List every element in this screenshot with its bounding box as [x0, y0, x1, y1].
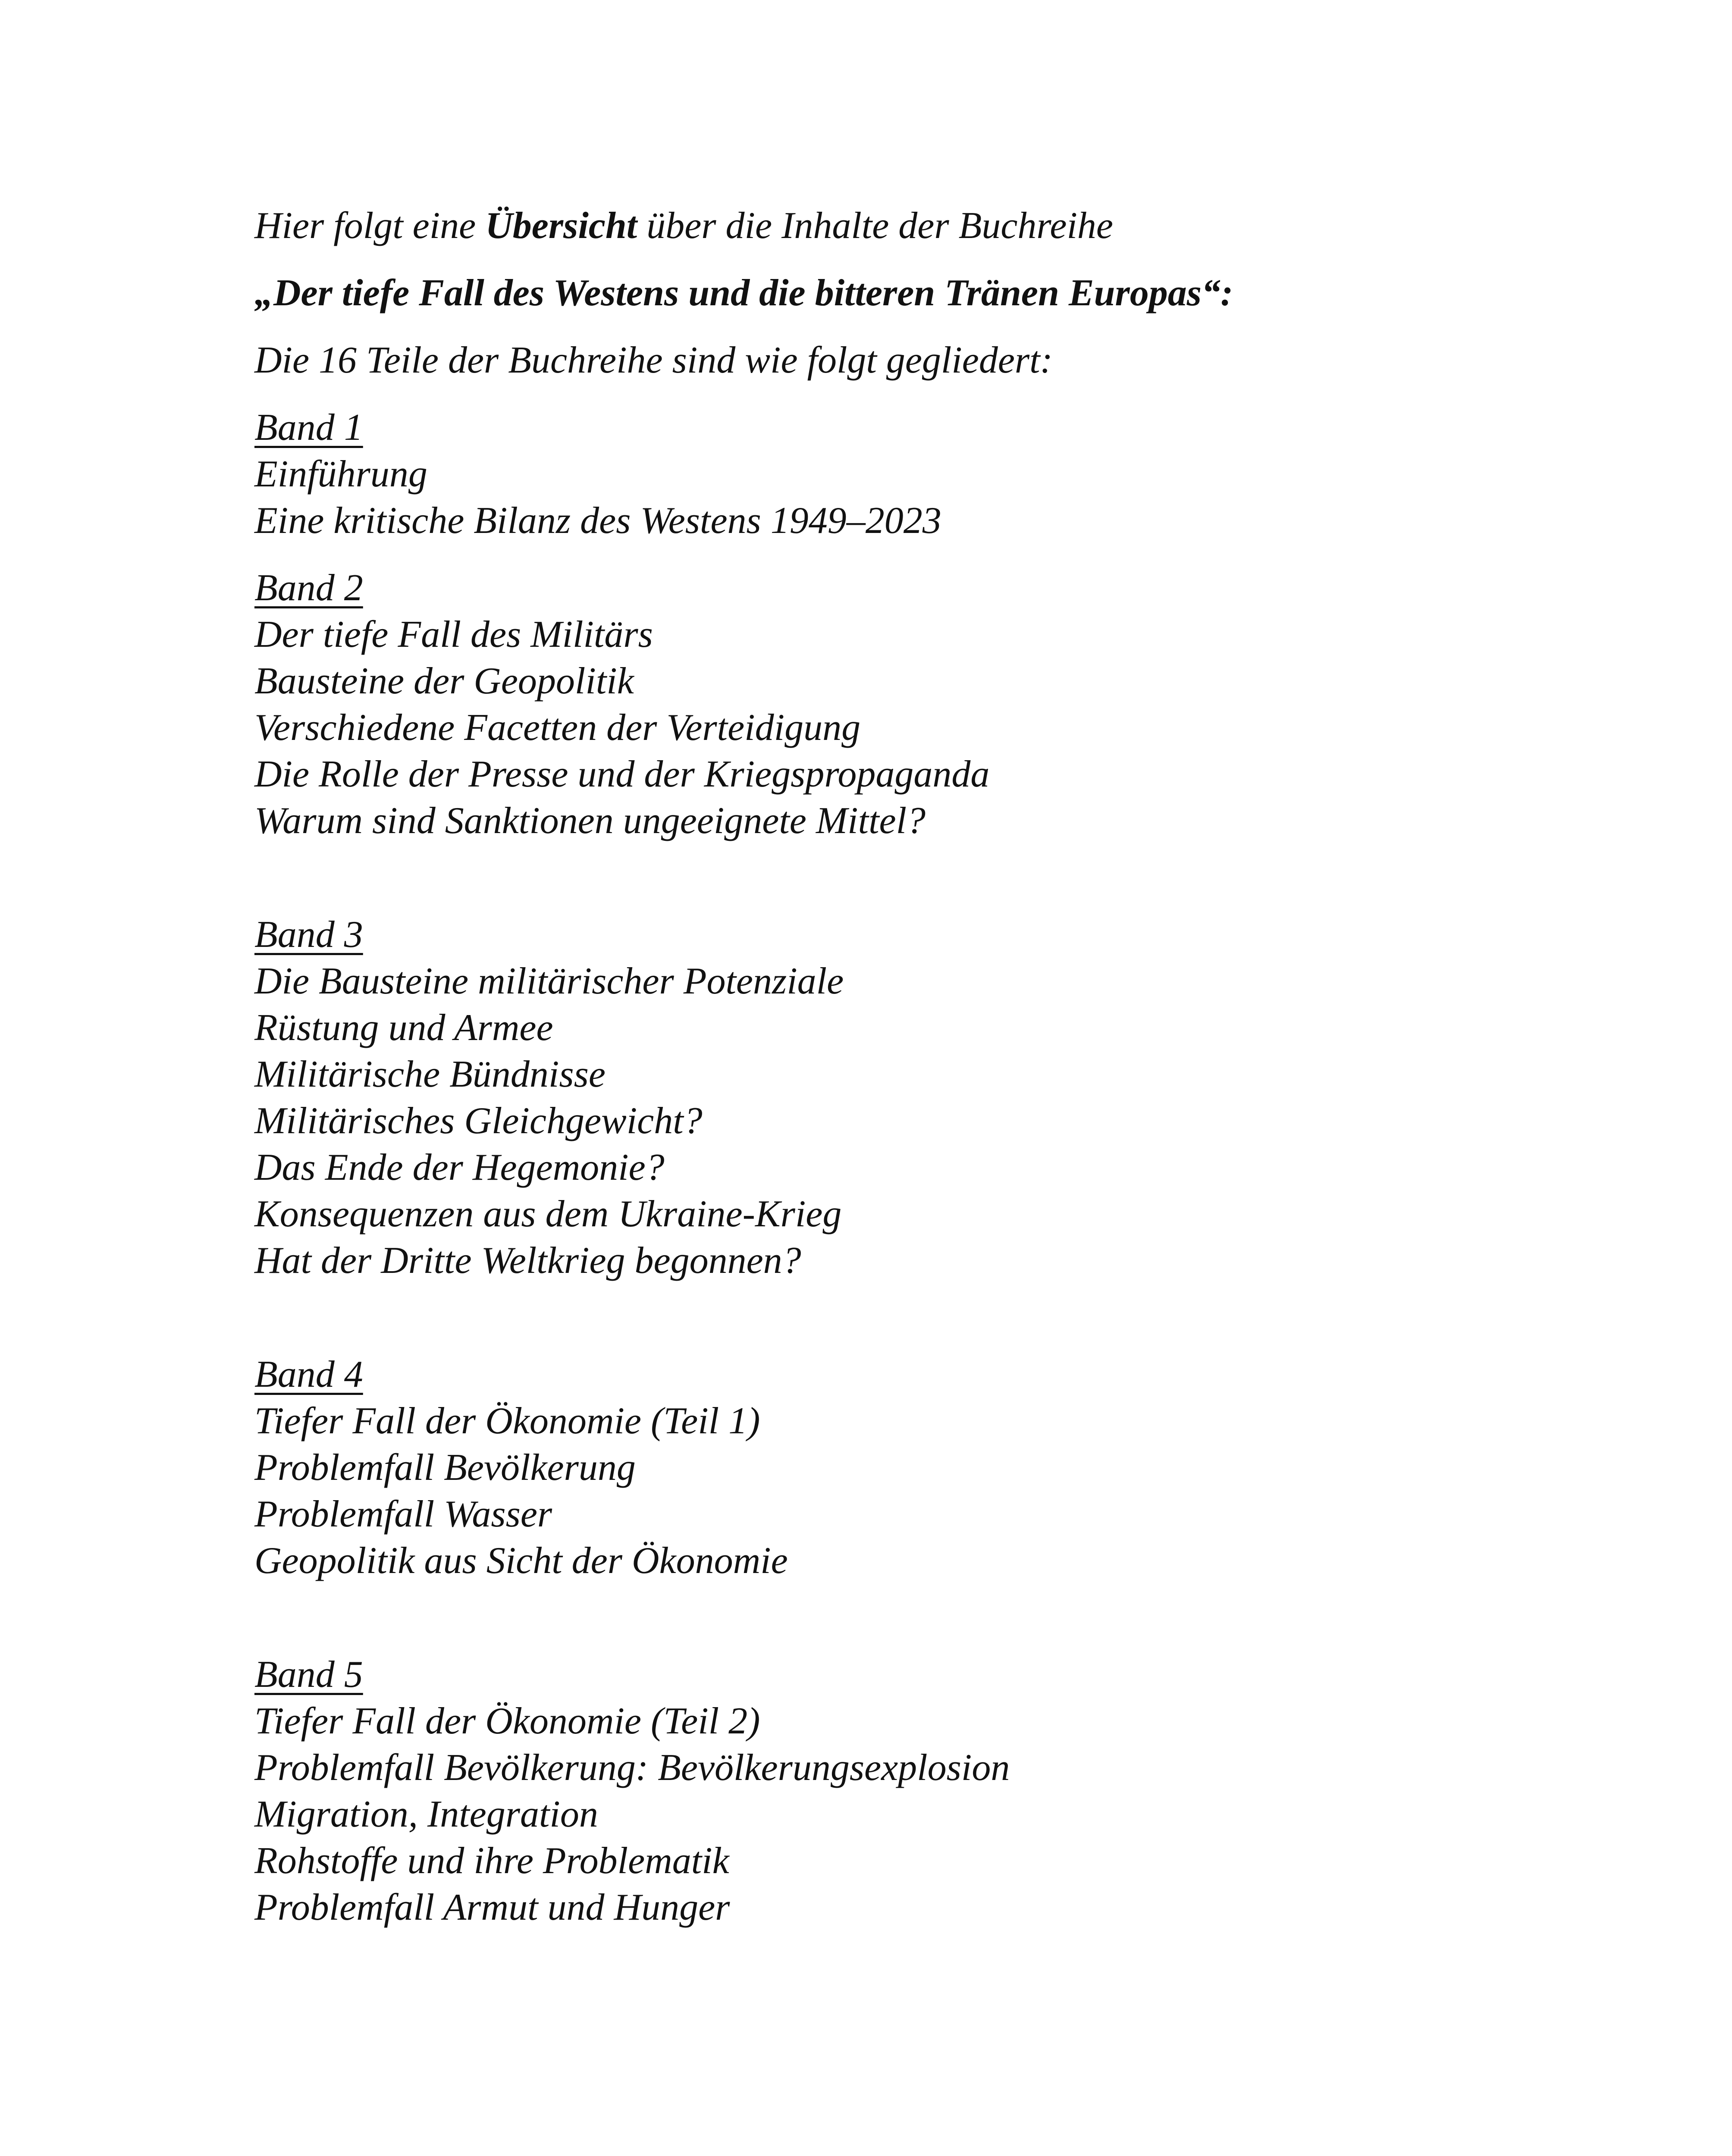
band-5-line-1: Tiefer Fall der Ökonomie (Teil 2) [254, 1700, 760, 1742]
band-3-line-7: Hat der Dritte Weltkrieg begonnen? [254, 1240, 801, 1282]
band-5-section [254, 1651, 1548, 1931]
band-3-section [254, 912, 1548, 1284]
intro-sentence [254, 203, 1548, 249]
band-4-heading: Band 4 [254, 1354, 363, 1395]
band-2-line-1: Der tiefe Fall des Militärs [254, 614, 653, 655]
band-4-line-4: Geopolitik aus Sicht der Ökonomie [254, 1540, 788, 1582]
band-4-section [254, 1351, 1548, 1584]
intro-emphasis: Übersicht [485, 205, 637, 247]
intro-suffix: über die Inhalte der Buchreihe [637, 205, 1113, 247]
band-5-line-2: Problemfall Bevölkerung: Bevölkerungsexplosion [254, 1747, 1010, 1789]
band-3-line-6: Konsequenzen aus dem Ukraine-Krieg [254, 1193, 842, 1235]
band-3-line-5: Das Ende der Hegemonie? [254, 1147, 665, 1188]
band-3-line-2: Rüstung und Armee [254, 1007, 553, 1049]
band-4-line-3: Problemfall Wasser [254, 1493, 552, 1535]
series-title: „Der tiefe Fall des Westens und die bitteren Tränen Europas“: [254, 272, 1233, 314]
band-3-heading: Band 3 [254, 914, 363, 956]
band-5-line-5: Problemfall Armut und Hunger [254, 1887, 730, 1928]
band-3-line-4: Militärisches Gleichgewicht? [254, 1100, 703, 1142]
band-2-line-3: Verschiedene Facetten der Verteidigung [254, 707, 861, 749]
band-2-heading: Band 2 [254, 567, 363, 609]
structure-note: Die 16 Teile der Buchreihe sind wie folgt gegliedert: [254, 339, 1053, 381]
band-4-line-1: Tiefer Fall der Ökonomie (Teil 1) [254, 1400, 760, 1442]
band-5-line-4: Rohstoffe und ihre Problematik [254, 1840, 729, 1882]
band-1-heading: Band 1 [254, 407, 363, 448]
band-3-line-1: Die Bausteine militärischer Potenziale [254, 960, 844, 1002]
band-2-line-5: Warum sind Sanktionen ungeeignete Mittel? [254, 800, 926, 842]
band-1-line-2: Eine kritische Bilanz des Westens 1949–2023 [254, 500, 941, 542]
band-2-section [254, 565, 1548, 844]
document-body [254, 203, 1548, 1931]
band-2-line-2: Bausteine der Geopolitik [254, 660, 634, 702]
band-5-heading: Band 5 [254, 1654, 363, 1695]
band-4-line-2: Problemfall Bevölkerung [254, 1447, 636, 1489]
band-5-line-3: Migration, Integration [254, 1793, 598, 1835]
band-3-line-3: Militärische Bündnisse [254, 1053, 606, 1095]
intro-prefix: Hier folgt eine [254, 205, 486, 247]
band-1-section [254, 404, 1548, 544]
band-1-line-1: Einführung [254, 453, 427, 495]
band-2-line-4: Die Rolle der Presse und der Kriegspropaganda [254, 753, 990, 795]
